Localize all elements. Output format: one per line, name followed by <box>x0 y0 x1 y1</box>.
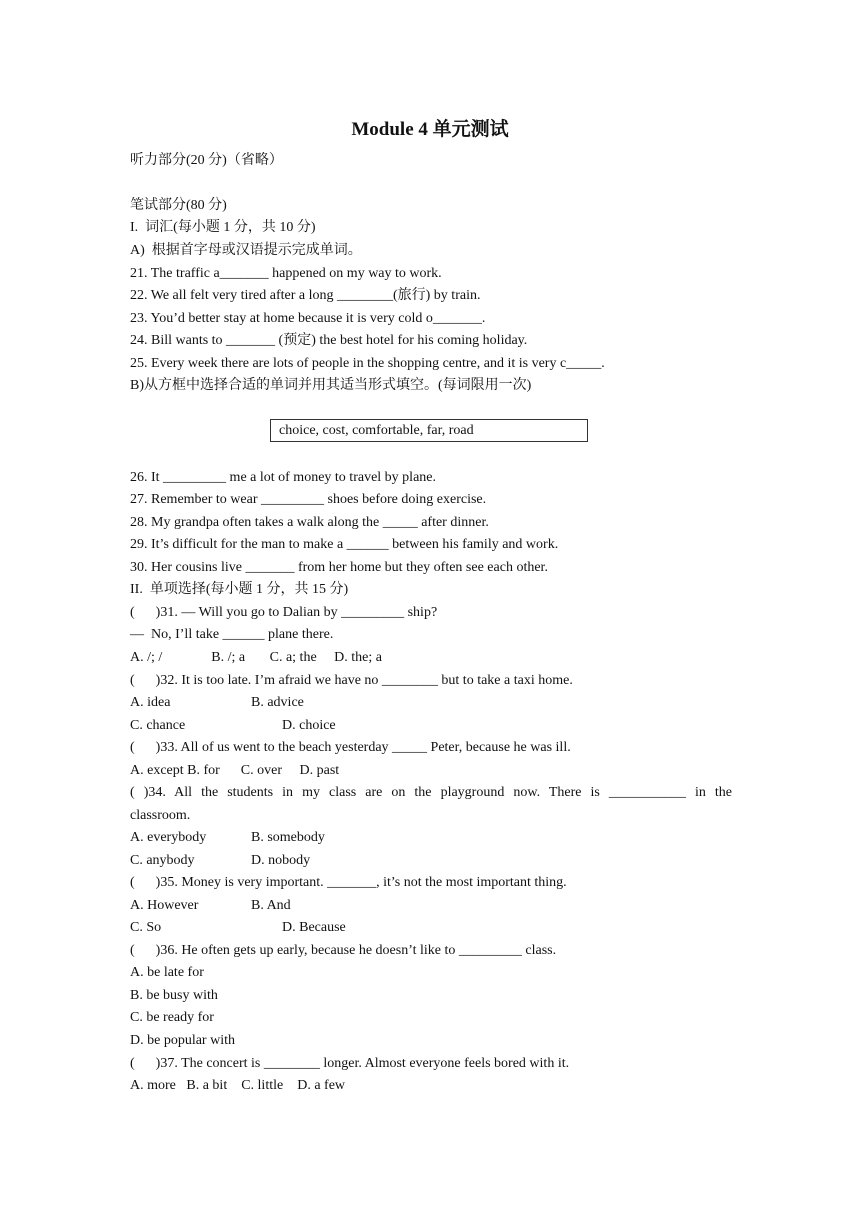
question-32-option-c: C. chance <box>130 718 186 733</box>
question-34-continued: classroom. <box>130 808 191 823</box>
listening-section-label: 听力部分(20 分)（省略） <box>130 153 283 168</box>
question-37-options: A. more B. a bit C. little D. a few <box>130 1078 346 1093</box>
question-33-options: A. except B. for C. over D. past <box>130 763 340 778</box>
question-22: 22. We all felt very tired after a long ________(旅行) by train. <box>130 288 481 303</box>
word-bank-text: choice, cost, comfortable, far, road <box>279 423 474 438</box>
question-29: 29. It’s difficult for the man to make a ______ between his family and work. <box>130 537 559 552</box>
question-36-option-c: C. be ready for <box>130 1010 214 1025</box>
question-34-option-c: C. anybody <box>130 853 195 868</box>
question-35-option-d: D. Because <box>282 920 346 935</box>
question-36-option-a: A. be late for <box>130 965 204 980</box>
question-25: 25. Every week there are lots of people in the shopping centre, and it is very c_____. <box>130 356 605 371</box>
question-35-option-a: A. However <box>130 898 199 913</box>
question-24: 24. Bill wants to _______ (预定) the best hotel for his coming holiday. <box>130 333 528 348</box>
page-title: Module 4 单元测试 <box>351 119 509 140</box>
question-35-option-c: C. So <box>130 920 162 935</box>
question-36-option-d: D. be popular with <box>130 1033 235 1048</box>
question-32-option-a: A. idea <box>130 695 171 710</box>
question-34-option-d: D. nobody <box>251 853 311 868</box>
written-section-label: 笔试部分(80 分) <box>130 198 227 213</box>
question-34-option-b: B. somebody <box>251 830 325 845</box>
section1-part-a-instruction: A) 根据首字母或汉语提示完成单词。 <box>130 243 362 258</box>
question-31-reply: — No, I’ll take ______ plane there. <box>130 627 334 642</box>
question-33: ( )33. All of us went to the beach yesterday _____ Peter, because he was ill. <box>130 740 571 755</box>
section1-heading: I. 词汇(每小题 1 分，共 10 分) <box>130 220 316 235</box>
question-28: 28. My grandpa often takes a walk along the _____ after dinner. <box>130 515 489 530</box>
section2-heading: II. 单项选择(每小题 1 分，共 15 分) <box>130 582 349 597</box>
question-32-option-d: D. choice <box>282 718 336 733</box>
question-34-option-a: A. everybody <box>130 830 207 845</box>
question-32-option-b: B. advice <box>251 695 304 710</box>
question-36: ( )36. He often gets up early, because he doesn’t like to _________ class. <box>130 943 557 958</box>
question-27: 27. Remember to wear _________ shoes before doing exercise. <box>130 492 487 507</box>
question-35-option-b: B. And <box>251 898 291 913</box>
section1-part-b-instruction: B)从方框中选择合适的单词并用其适当形式填空。(每词限用一次) <box>130 378 532 393</box>
question-34: ( )34. All the students in my class are on the playground now. There is ___________ in the <box>130 785 732 800</box>
question-23: 23. You’d better stay at home because it is very cold o_______. <box>130 311 486 326</box>
question-21: 21. The traffic a_______ happened on my way to work. <box>130 266 442 281</box>
question-30: 30. Her cousins live _______ from her home but they often see each other. <box>130 560 548 575</box>
question-36-option-b: B. be busy with <box>130 988 218 1003</box>
question-31: ( )31. — Will you go to Dalian by _________ ship? <box>130 605 438 620</box>
question-35: ( )35. Money is very important. _______, it’s not the most important thing. <box>130 875 567 890</box>
question-31-options: A. /; / B. /; a C. a; the D. the; a <box>130 650 382 665</box>
question-37: ( )37. The concert is ________ longer. Almost everyone feels bored with it. <box>130 1056 570 1071</box>
question-32: ( )32. It is too late. I’m afraid we have no ________ but to take a taxi home. <box>130 673 573 688</box>
question-26: 26. It _________ me a lot of money to travel by plane. <box>130 470 436 485</box>
word-bank-box <box>270 419 588 442</box>
